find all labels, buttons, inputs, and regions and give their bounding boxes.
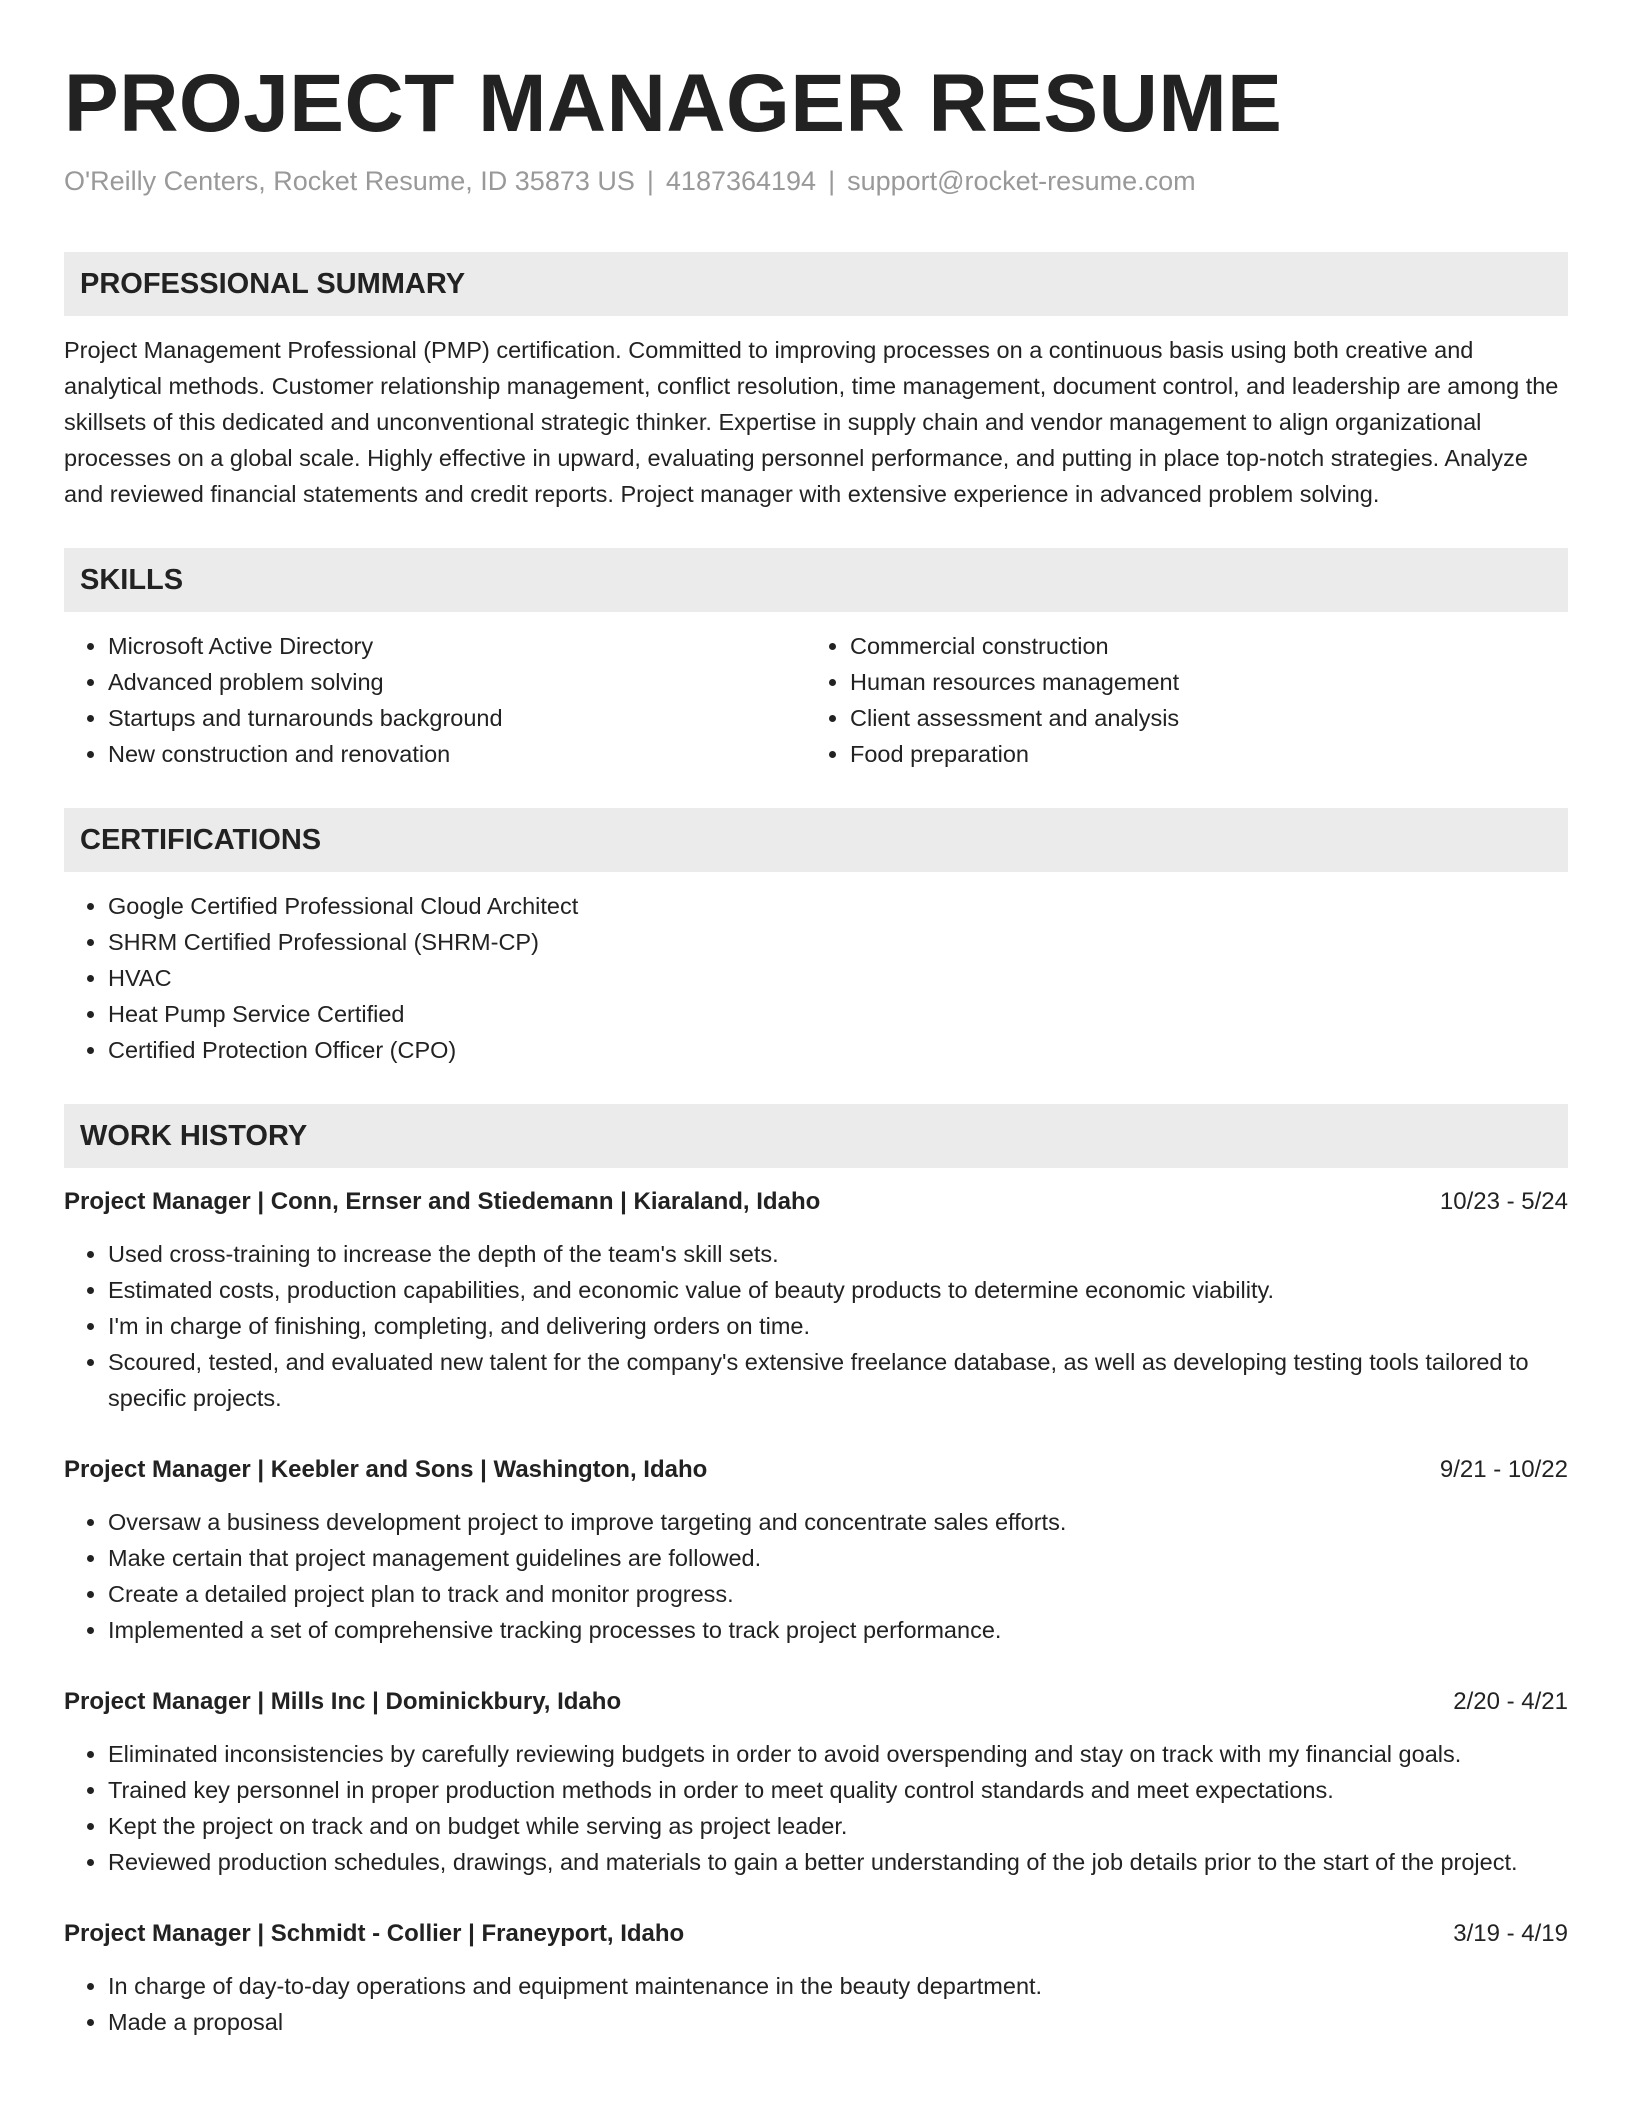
- job-bullet: • Estimated costs, production capabilities, and economic value of beauty products to determine economic viability.: [108, 1272, 1568, 1308]
- skill-item: • Advanced problem solving: [108, 664, 806, 700]
- certification-item: • HVAC: [108, 960, 1568, 996]
- job-dates: 3/19 - 4/19: [1453, 1920, 1568, 1947]
- skills-grid: [64, 628, 1568, 772]
- job-bullet: • Kept the project on track and on budget while serving as project leader.: [108, 1808, 1568, 1844]
- skill-item: • Microsoft Active Directory: [108, 628, 806, 664]
- job-header: [64, 1452, 1568, 1488]
- job-bullet: • Create a detailed project plan to track and monitor progress.: [108, 1576, 1568, 1612]
- job-bullet: • In charge of day-to-day operations and equipment maintenance in the beauty department.: [108, 1968, 1568, 2004]
- skills-list-left: [64, 628, 806, 772]
- resume-title: PROJECT MANAGER RESUME: [64, 58, 1283, 149]
- skill-item: • Food preparation: [850, 736, 1548, 772]
- job-bullet: • Reviewed production schedules, drawings, and materials to gain a better understanding of the job details prior to the start of the project.: [108, 1844, 1568, 1880]
- job-bullets: [64, 1236, 1568, 1416]
- job-bullet: • Used cross-training to increase the depth of the team's skill sets.: [108, 1236, 1568, 1272]
- section-header-certifications: CERTIFICATIONS: [64, 808, 1568, 872]
- job-dates: 2/20 - 4/21: [1453, 1688, 1568, 1715]
- resume-page: [64, 56, 1568, 2040]
- job-dates: 9/21 - 10/22: [1439, 1456, 1568, 1483]
- contact-phone: 4187364194: [665, 166, 817, 196]
- job-bullet: • Scoured, tested, and evaluated new talent for the company's extensive freelance database, as well as developing testing tools tailored to specific projects.: [108, 1344, 1568, 1416]
- section-header-skills: SKILLS: [64, 548, 1568, 612]
- job-header: [64, 1684, 1568, 1720]
- job-entry: [64, 1916, 1568, 2040]
- job-entry: [64, 1452, 1568, 1648]
- job-bullet: • I'm in charge of finishing, completing, and delivering orders on time.: [108, 1308, 1568, 1344]
- summary-text: Project Management Professional (PMP) certification. Committed to improving processes on a continuous basis using both creative and analytical methods. Customer relationship management, conflict resolution, time management, document control, and leadership are among the skillsets of this dedicated and unconventional strategic thinker. Expertise in supply chain and vendor management to align organizational processes on a global scale. Highly effective in upward, evaluating personnel performance, and putting in place top-notch strategies. Analyze and reviewed financial statements and credit reports. Project manager with extensive experience in advanced problem solving.: [64, 337, 1559, 507]
- skill-item: • Client assessment and analysis: [850, 700, 1548, 736]
- job-entry: [64, 1684, 1568, 1880]
- skill-item: • Commercial construction: [850, 628, 1548, 664]
- contact-line: [64, 164, 1568, 198]
- job-title: Project Manager | Mills Inc | Dominickbury, Idaho: [64, 1688, 622, 1715]
- skill-item: • Startups and turnarounds background: [108, 700, 806, 736]
- job-bullet: • Made a proposal: [108, 2004, 1568, 2040]
- job-bullets: [64, 1736, 1568, 1880]
- job-bullet: • Oversaw a business development project to improve targeting and concentrate sales efforts.: [108, 1504, 1568, 1540]
- certification-item: • Certified Protection Officer (CPO): [108, 1032, 1568, 1068]
- job-bullets: [64, 1504, 1568, 1648]
- job-entry: [64, 1184, 1568, 1416]
- skill-item: • New construction and renovation: [108, 736, 806, 772]
- job-bullet: • Implemented a set of comprehensive tracking processes to track project performance.: [108, 1612, 1568, 1648]
- contact-separator: |: [646, 166, 654, 196]
- job-dates: 10/23 - 5/24: [1439, 1188, 1568, 1215]
- section-header-summary: PROFESSIONAL SUMMARY: [64, 252, 1568, 316]
- job-title: Project Manager | Schmidt - Collier | Franeyport, Idaho: [64, 1920, 685, 1947]
- job-header: [64, 1184, 1568, 1220]
- contact-separator: |: [828, 166, 836, 196]
- contact-address: O'Reilly Centers, Rocket Resume, ID 35873 US: [64, 166, 635, 196]
- job-header: [64, 1916, 1568, 1952]
- job-title: Project Manager | Conn, Ernser and Stiedemann | Kiaraland, Idaho: [64, 1188, 821, 1215]
- skills-list-right: [806, 628, 1548, 772]
- certification-item: • Heat Pump Service Certified: [108, 996, 1568, 1032]
- certifications-list: [64, 888, 1568, 1068]
- contact-email: support@rocket-resume.com: [847, 166, 1196, 196]
- job-bullet: • Eliminated inconsistencies by carefully reviewing budgets in order to avoid overspending and stay on track with my financial goals.: [108, 1736, 1568, 1772]
- skill-item: • Human resources management: [850, 664, 1548, 700]
- certification-item: • SHRM Certified Professional (SHRM-CP): [108, 924, 1568, 960]
- job-bullet: • Make certain that project management guidelines are followed.: [108, 1540, 1568, 1576]
- certification-item: • Google Certified Professional Cloud Architect: [108, 888, 1568, 924]
- job-title: Project Manager | Keebler and Sons | Washington, Idaho: [64, 1456, 708, 1483]
- job-bullets: [64, 1968, 1568, 2040]
- job-bullet: • Trained key personnel in proper production methods in order to meet quality control standards and meet expectations.: [108, 1772, 1568, 1808]
- section-header-work-history: WORK HISTORY: [64, 1104, 1568, 1168]
